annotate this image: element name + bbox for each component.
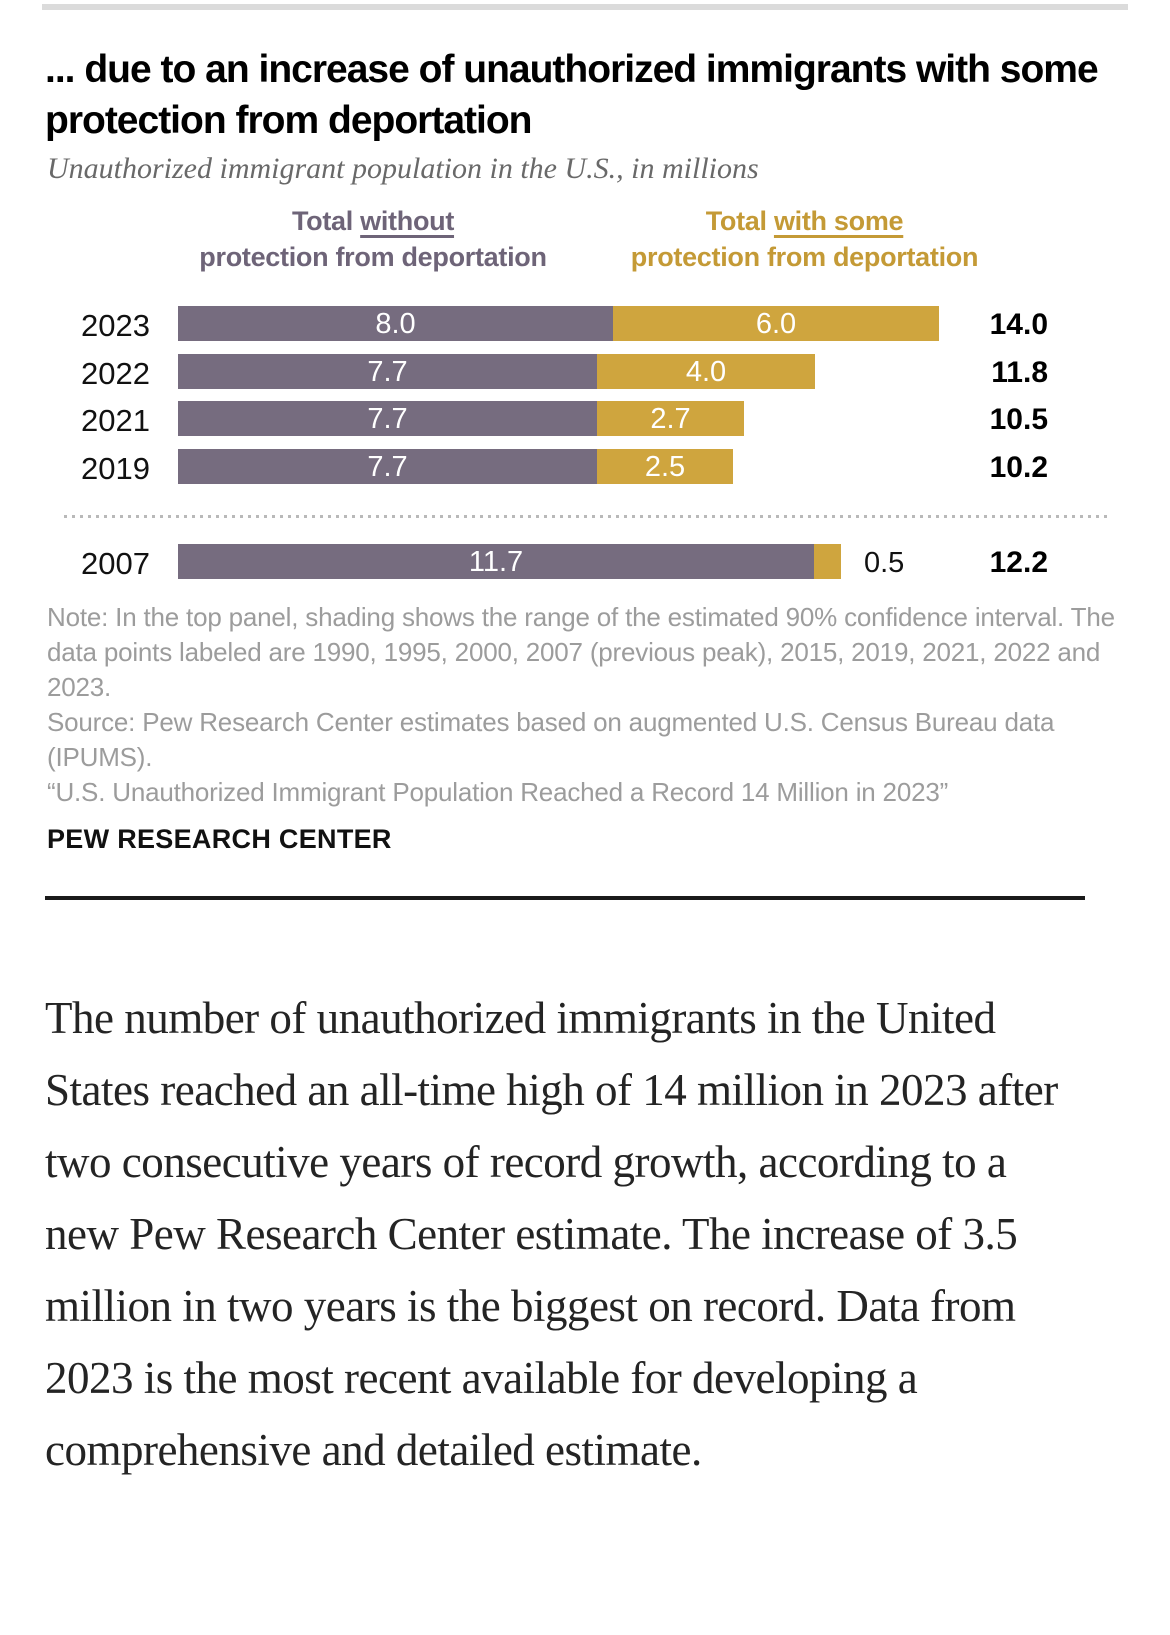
stacked-bar [178,449,733,484]
stacked-bar [178,401,744,436]
note-text: Note: In the top panel, shading shows the range of the estimated 90% confidence interval. The data points labeled are 1990, 1995, 2000, 2007 (previous peak), 2015, 2019, 2021, 2022 and 2023. [47,602,1115,702]
bar-segment-without: 7.7 [178,354,597,389]
chart-notes [47,600,1125,810]
chart-subtitle: Unauthorized immigrant population in the U.S., in millions [47,152,759,185]
legend-without-prefix: Total [291,206,361,236]
bar-row-2021 [0,401,1170,436]
pew-research-center-wordmark: PEW RESEARCH CENTER [47,824,392,854]
year-label: 2021 [81,403,150,438]
bar-segment-with [814,544,841,579]
report-title-quote: “U.S. Unauthorized Immigrant Population Reached a Record 14 Million in 2023” [47,777,949,807]
bar-row-2019 [0,449,1170,484]
year-label: 2019 [81,451,150,486]
legend-with-prefix: Total [705,206,774,236]
bar-segment-with: 6.0 [613,306,939,341]
bar-row-2023 [0,306,1170,341]
legend-without-underlined: without [360,206,455,236]
bar-segment-without: 7.7 [178,449,597,484]
bar-segment-with: 2.5 [597,449,733,484]
top-divider-rule [42,4,1128,10]
section-divider-rule [45,896,1085,900]
year-label: 2022 [81,356,150,391]
bar-segment-with: 2.7 [597,401,744,436]
total-label: 11.8 [991,356,1048,389]
legend-without-line2: protection from deportation [199,242,547,272]
chart-title: ... due to an increase of unauthorized immigrants with some protection from deportation [45,48,1098,142]
bar-segment-with-outside-label: 0.5 [864,547,905,579]
legend-without-line1 [118,203,628,239]
article-paragraph: The number of unauthorized immigrants in the United States reached an all-time high of 14 million in 2023 after two consecutive years of record growth, according to a new Pew Research Center estimate. The increase of 3.5 million in two years is the biggest on record. Data from 2023 is the most recent available for developing a comprehensive and detailed estimate. [45,993,1058,1475]
bar-segment-without: 7.7 [178,401,597,436]
total-label: 14.0 [989,308,1048,341]
stacked-bar [178,306,939,341]
previous-peak-separator [64,515,1112,518]
bar-segment-with: 4.0 [597,354,815,389]
bar-segment-without: 11.7 [178,544,814,579]
legend-with-line1 [572,203,1037,239]
legend-with-protection [572,203,1037,275]
legend-without-protection [118,203,628,275]
total-label: 10.2 [989,451,1048,484]
year-label: 2023 [81,308,150,343]
source-text: Source: Pew Research Center estimates based on augmented U.S. Census Bureau data (IPUMS). [47,707,1055,772]
year-label: 2007 [81,546,150,581]
bar-segment-without: 8.0 [178,306,613,341]
total-label: 12.2 [989,546,1048,579]
stacked-bar [178,354,815,389]
legend-with-line2: protection from deportation [630,242,979,272]
bar-row-2022 [0,354,1170,389]
legend-with-underlined: with some [773,206,904,236]
total-label: 10.5 [989,403,1048,436]
stacked-bar [178,544,841,579]
bar-row-2007 [0,544,1170,579]
